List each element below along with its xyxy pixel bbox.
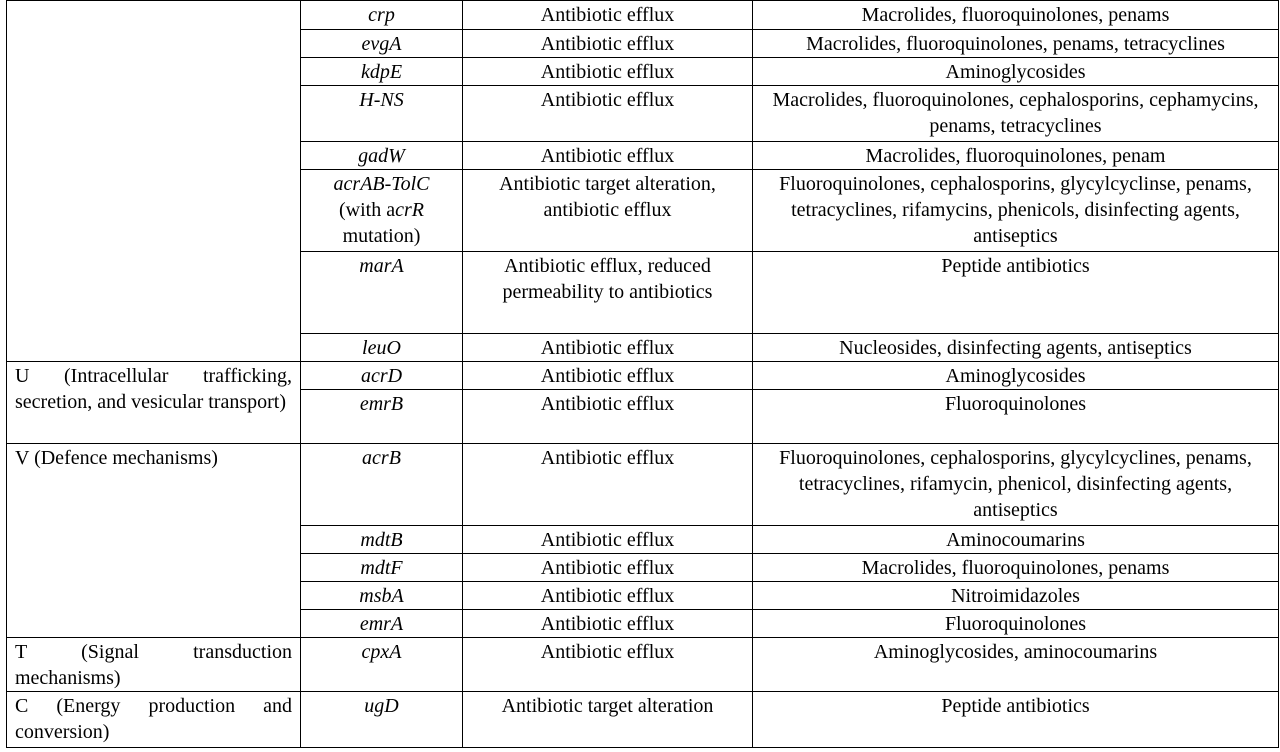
drug-class-cell: Peptide antibiotics xyxy=(753,252,1279,334)
mechanism-cell: Antibiotic efflux xyxy=(463,334,753,362)
gene-cell xyxy=(301,1,463,30)
drug-class-cell: Macrolides, fluoroquinolones, penams, tetracyclines xyxy=(753,30,1279,58)
gene-cell xyxy=(301,86,463,142)
mechanism-cell: Antibiotic efflux, reduced permeability to antibiotics xyxy=(463,252,753,334)
gene-cell xyxy=(301,390,463,444)
gene-name: gadW xyxy=(358,145,405,167)
gene-name: crp xyxy=(368,4,395,26)
gene-cell xyxy=(301,610,463,638)
category-cell: C (Energy production and conversion) xyxy=(7,692,301,748)
mechanism-cell: Antibiotic efflux xyxy=(463,142,753,170)
mechanism-cell: Antibiotic efflux xyxy=(463,638,753,692)
mechanism-cell: Antibiotic efflux xyxy=(463,582,753,610)
drug-class-cell: Fluoroquinolones, cephalosporins, glycylcyclinse, penams, tetracyclines, rifamycins, phenicols, disinfecting agents, antiseptics xyxy=(753,170,1279,252)
gene-cell xyxy=(301,692,463,748)
gene-name: mdtF xyxy=(360,557,403,579)
drug-class-cell: Aminoglycosides xyxy=(753,58,1279,86)
gene-cell xyxy=(301,30,463,58)
gene-note-prefix: (with a xyxy=(339,199,396,221)
gene-name: acrB xyxy=(362,447,401,469)
gene-cell xyxy=(301,582,463,610)
mechanism-cell: Antibiotic target alteration xyxy=(463,692,753,748)
drug-class-cell: Nitroimidazoles xyxy=(753,582,1279,610)
category-cell: T (Signal transduction mechanisms) xyxy=(7,638,301,692)
gene-name: acrAB-TolC xyxy=(333,173,430,195)
gene-name: H-NS xyxy=(359,89,404,111)
mechanism-cell: Antibiotic efflux xyxy=(463,1,753,30)
gene-name: leuO xyxy=(362,337,401,359)
gene-name: ugD xyxy=(364,695,399,717)
category-cell: U (Intracellular trafficking, secretion, and vesicular transport) xyxy=(7,362,301,444)
gene-name: evgA xyxy=(361,33,402,55)
drug-class-cell: Fluoroquinolones xyxy=(753,610,1279,638)
gene-cell xyxy=(301,444,463,526)
gene-note-italic: crR xyxy=(395,199,424,221)
gene-name: emrA xyxy=(359,613,404,635)
mechanism-cell: Antibiotic efflux xyxy=(463,610,753,638)
drug-class-cell: Fluoroquinolones xyxy=(753,390,1279,444)
gene-note xyxy=(339,199,424,247)
gene-cell xyxy=(301,554,463,582)
gene-cell xyxy=(301,638,463,692)
table-body xyxy=(7,1,1279,748)
gene-cell xyxy=(301,362,463,390)
drug-class-cell: Macrolides, fluoroquinolones, cephalosporins, cephamycins, penams, tetracyclines xyxy=(753,86,1279,142)
gene-cell xyxy=(301,334,463,362)
gene-name: marA xyxy=(359,255,404,277)
gene-name: acrD xyxy=(360,365,403,387)
table-row xyxy=(7,692,1279,748)
gene-name: kdpE xyxy=(360,61,403,83)
resistance-gene-table xyxy=(6,0,1279,748)
mechanism-cell: Antibiotic efflux xyxy=(463,58,753,86)
mechanism-cell: Antibiotic target alteration, antibiotic efflux xyxy=(463,170,753,252)
drug-class-cell: Fluoroquinolones, cephalosporins, glycylcyclines, penams, tetracyclines, rifamycin, phenicol, disinfecting agents, antiseptics xyxy=(753,444,1279,526)
drug-class-cell: Aminocoumarins xyxy=(753,526,1279,554)
gene-name: cpxA xyxy=(361,641,402,663)
gene-cell xyxy=(301,170,463,252)
drug-class-cell: Aminoglycosides, aminocoumarins xyxy=(753,638,1279,692)
gene-cell xyxy=(301,58,463,86)
drug-class-cell: Macrolides, fluoroquinolones, penams xyxy=(753,554,1279,582)
mechanism-cell: Antibiotic efflux xyxy=(463,526,753,554)
table-row xyxy=(7,444,1279,526)
category-cell: V (Defence mechanisms) xyxy=(7,444,301,638)
mechanism-cell: Antibiotic efflux xyxy=(463,444,753,526)
mechanism-cell: Antibiotic efflux xyxy=(463,390,753,444)
category-cell xyxy=(7,1,301,362)
table-row xyxy=(7,1,1279,30)
drug-class-cell: Aminoglycosides xyxy=(753,362,1279,390)
mechanism-cell: Antibiotic efflux xyxy=(463,86,753,142)
mechanism-cell: Antibiotic efflux xyxy=(463,362,753,390)
drug-class-cell: Macrolides, fluoroquinolones, penams xyxy=(753,1,1279,30)
gene-cell xyxy=(301,252,463,334)
table-row xyxy=(7,362,1279,390)
gene-name: msbA xyxy=(359,585,404,607)
gene-name: mdtB xyxy=(360,529,403,551)
gene-name: emrB xyxy=(359,393,404,415)
drug-class-cell: Nucleosides, disinfecting agents, antiseptics xyxy=(753,334,1279,362)
gene-cell xyxy=(301,142,463,170)
drug-class-cell: Macrolides, fluoroquinolones, penam xyxy=(753,142,1279,170)
table-row xyxy=(7,638,1279,692)
gene-note-suffix: mutation) xyxy=(342,225,421,247)
gene-cell xyxy=(301,526,463,554)
drug-class-cell: Peptide antibiotics xyxy=(753,692,1279,748)
mechanism-cell: Antibiotic efflux xyxy=(463,30,753,58)
mechanism-cell: Antibiotic efflux xyxy=(463,554,753,582)
